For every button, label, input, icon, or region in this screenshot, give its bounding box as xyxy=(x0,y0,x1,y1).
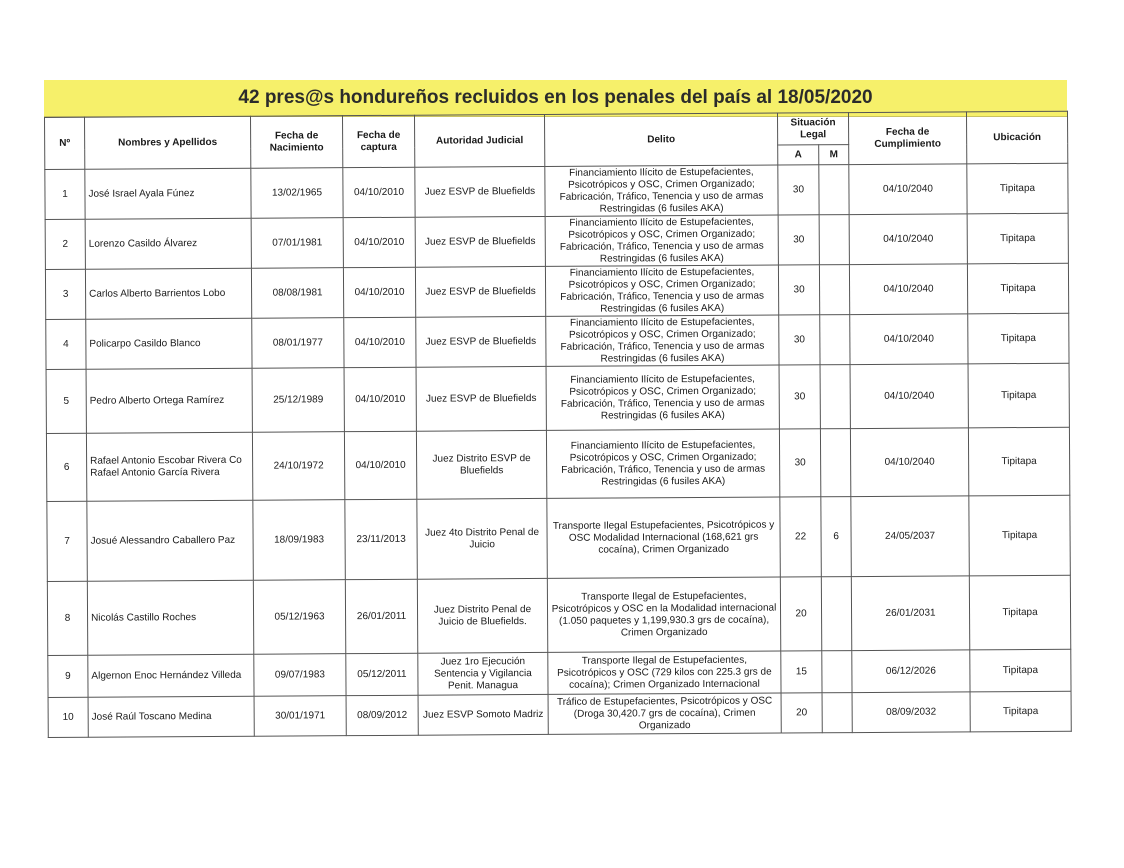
cell-a: 22 xyxy=(780,497,821,577)
cell-nacimiento: 13/02/1965 xyxy=(251,168,343,219)
cell-ubicacion: Tipitapa xyxy=(969,495,1070,576)
cell-nombre: Algernon Enoc Hernández Villeda xyxy=(88,654,254,697)
cell-delito: Financiamiento Ilícito de Estupefacientes, Psicotrópicos y OSC, Crimen Organizado; Fabricación, Tráfico, Tenencia y uso de armas Restringidas (6 fusiles AKA) xyxy=(546,365,779,430)
table-row xyxy=(48,649,1071,697)
cell-autoridad: Juez 4to Distrito Penal de Juicio xyxy=(417,498,547,579)
cell-delito: Financiamiento Ilícito de Estupefacientes, Psicotrópicos y OSC, Crimen Organizado; Fabricación, Tráfico, Tenencia y uso de armas Restringidas (6 fusiles AKA) xyxy=(545,215,778,266)
cell-captura: 05/12/2011 xyxy=(346,653,418,695)
cell-cumplimiento: 04/10/2040 xyxy=(850,428,968,497)
cell-a: 30 xyxy=(778,265,819,315)
cell-autoridad: Juez 1ro Ejecución Sentencia y Vigilancia Penit. Managua xyxy=(418,652,548,695)
cell-autoridad: Juez Distrito Penal de Juicio de Bluefields. xyxy=(417,578,547,653)
cell-cumplimiento: 04/10/2040 xyxy=(850,314,968,365)
cell-nombre: José Israel Ayala Fúnez xyxy=(85,168,251,219)
cell-no: 4 xyxy=(46,319,86,369)
cell-a: 15 xyxy=(781,651,822,693)
cell-cumplimiento: 06/12/2026 xyxy=(852,650,970,693)
header-no: Nº xyxy=(45,117,85,169)
cell-ubicacion: Tipitapa xyxy=(967,163,1068,214)
page-title: 42 pres@s hondureños recluidos en los penales del país al 18/05/2020 xyxy=(238,87,873,108)
cell-a: 30 xyxy=(779,429,820,497)
cell-autoridad: Juez ESVP de Bluefields xyxy=(416,366,546,431)
table-row xyxy=(46,313,1069,369)
table-row xyxy=(45,213,1068,269)
table-row xyxy=(46,363,1069,433)
cell-autoridad: Juez ESVP Somoto Madriz xyxy=(418,694,548,735)
cell-a: 20 xyxy=(781,693,822,733)
header-situacion: Situación Legal xyxy=(777,113,848,145)
table-row xyxy=(47,575,1070,655)
header-fecha-captura: Fecha de captura xyxy=(342,115,414,167)
cell-nacimiento: 09/07/1983 xyxy=(254,654,346,697)
cell-cumplimiento: 24/05/2037 xyxy=(851,496,969,577)
cell-m xyxy=(822,693,852,733)
cell-m xyxy=(819,265,849,315)
cell-captura: 04/10/2010 xyxy=(344,367,416,431)
cell-nombre: Pedro Alberto Ortega Ramírez xyxy=(86,368,252,433)
cell-no: 3 xyxy=(45,269,85,319)
cell-autoridad: Juez ESVP de Bluefields xyxy=(415,166,545,217)
cell-ubicacion: Tipitapa xyxy=(970,649,1071,692)
cell-autoridad: Juez ESVP de Bluefields xyxy=(415,266,545,317)
cell-nacimiento: 30/01/1971 xyxy=(254,696,346,737)
cell-captura: 08/09/2012 xyxy=(346,695,418,735)
cell-cumplimiento: 04/10/2040 xyxy=(850,364,968,429)
cell-no: 2 xyxy=(45,219,85,269)
cell-ubicacion: Tipitapa xyxy=(968,427,1069,496)
cell-a: 20 xyxy=(780,577,821,651)
cell-no: 1 xyxy=(45,169,85,219)
cell-ubicacion: Tipitapa xyxy=(968,313,1069,364)
table-row xyxy=(45,163,1068,219)
cell-delito: Transporte Ilegal de Estupefacientes, Psicotrópicos y OSC (729 kilos con 225.3 grs de cocaína); Crimen Organizado Internacional xyxy=(548,651,781,694)
cell-ubicacion: Tipitapa xyxy=(967,213,1068,264)
cell-m xyxy=(819,165,849,215)
cell-no: 9 xyxy=(48,655,88,697)
header-m: M xyxy=(819,145,849,165)
cell-nombre: Carlos Alberto Barrientos Lobo xyxy=(85,268,251,319)
cell-m xyxy=(820,315,850,365)
cell-a: 30 xyxy=(779,365,820,429)
cell-no: 10 xyxy=(48,697,88,737)
cell-captura: 04/10/2010 xyxy=(343,217,415,267)
cell-delito: Financiamiento Ilícito de Estupefacientes, Psicotrópicos y OSC, Crimen Organizado; Fabricación, Tráfico, Tenencia y uso de armas Restringidas (6 fusiles AKA) xyxy=(546,429,779,498)
cell-nacimiento: 08/08/1981 xyxy=(251,268,343,319)
cell-m: 6 xyxy=(821,497,851,577)
cell-m xyxy=(821,577,851,651)
cell-delito: Transporte Ilegal Estupefacientes, Psicotrópicos y OSC Modalidad Internacional (168,621 grs cocaína), Crimen Organizado xyxy=(547,497,780,578)
cell-m xyxy=(820,429,850,497)
cell-nacimiento: 24/10/1972 xyxy=(252,432,344,501)
cell-nombre: Lorenzo Casildo Álvarez xyxy=(85,218,251,269)
cell-delito: Financiamiento Ilícito de Estupefacientes, Psicotrópicos y OSC, Crimen Organizado; Fabricación, Tráfico, Tenencia y uso de armas Restringidas (6 fusiles AKA) xyxy=(545,265,778,316)
cell-no: 5 xyxy=(46,369,86,433)
cell-delito: Financiamiento Ilícito de Estupefacientes, Psicotrópicos y OSC, Crimen Organizado; Fabricación, Tráfico, Tenencia y uso de armas Restringidas (6 fusiles AKA) xyxy=(545,165,778,216)
cell-cumplimiento: 08/09/2032 xyxy=(852,692,970,733)
table-row xyxy=(45,263,1068,319)
table-row xyxy=(48,691,1071,737)
cell-nacimiento: 05/12/1963 xyxy=(253,580,345,655)
cell-cumplimiento: 26/01/2031 xyxy=(851,576,969,651)
cell-ubicacion: Tipitapa xyxy=(967,263,1068,314)
cell-captura: 04/10/2010 xyxy=(343,267,415,317)
cell-ubicacion: Tipitapa xyxy=(970,691,1071,732)
cell-autoridad: Juez ESVP de Bluefields xyxy=(415,216,545,267)
cell-nombre: José Raúl Toscano Medina xyxy=(88,696,254,737)
header-row xyxy=(45,111,1068,149)
table-row xyxy=(47,495,1070,581)
cell-no: 6 xyxy=(46,433,86,501)
cell-nombre: Rafael Antonio Escobar Rivera Co Rafael Antonio García Rivera xyxy=(86,432,252,501)
header-ubicacion: Ubicación xyxy=(966,111,1067,164)
cell-captura: 04/10/2010 xyxy=(343,167,415,217)
cell-autoridad: Juez ESVP de Bluefields xyxy=(416,316,546,367)
cell-cumplimiento: 04/10/2040 xyxy=(849,264,967,315)
cell-no: 8 xyxy=(47,581,87,655)
cell-nacimiento: 07/01/1981 xyxy=(251,218,343,269)
cell-captura: 04/10/2010 xyxy=(344,317,416,367)
cell-delito: Financiamiento Ilícito de Estupefacientes, Psicotrópicos y OSC, Crimen Organizado; Fabricación, Tráfico, Tenencia y uso de armas Restringidas (6 fusiles AKA) xyxy=(546,315,779,366)
table-row xyxy=(46,427,1069,501)
cell-autoridad: Juez Distrito ESVP de Bluefields xyxy=(416,430,546,499)
header-fecha-nacimiento: Fecha de Nacimiento xyxy=(250,116,342,169)
cell-nacimiento: 18/09/1983 xyxy=(253,500,345,581)
cell-m xyxy=(819,215,849,265)
cell-cumplimiento: 04/10/2040 xyxy=(849,214,967,265)
cell-a: 30 xyxy=(778,165,819,215)
cell-nacimiento: 08/01/1977 xyxy=(252,318,344,369)
header-autoridad: Autoridad Judicial xyxy=(414,114,544,167)
cell-m xyxy=(820,365,850,429)
cell-a: 30 xyxy=(779,315,820,365)
cell-ubicacion: Tipitapa xyxy=(968,363,1069,428)
header-nombres: Nombres y Apellidos xyxy=(85,116,251,169)
cell-captura: 26/01/2011 xyxy=(345,579,417,653)
header-a: A xyxy=(778,145,819,165)
cell-ubicacion: Tipitapa xyxy=(969,575,1070,650)
cell-cumplimiento: 04/10/2040 xyxy=(849,164,967,215)
prisoners-table xyxy=(44,111,1072,738)
cell-nacimiento: 25/12/1989 xyxy=(252,368,344,433)
cell-m xyxy=(822,651,852,693)
cell-nombre: Policarpo Casildo Blanco xyxy=(86,318,252,369)
cell-no: 7 xyxy=(47,501,87,581)
cell-delito: Transporte Ilegal de Estupefacientes, Psicotrópicos y OSC en la Modalidad internacional (1.050 paquetes y 1,199,930.3 grs de cocaína), Crimen Organizado xyxy=(547,577,780,652)
cell-a: 30 xyxy=(778,215,819,265)
cell-captura: 23/11/2013 xyxy=(345,499,417,579)
cell-nombre: Josué Alessandro Caballero Paz xyxy=(87,500,253,581)
cell-nombre: Nicolás Castillo Roches xyxy=(87,580,253,655)
cell-captura: 04/10/2010 xyxy=(344,431,416,499)
cell-delito: Tráfico de Estupefacientes, Psicotrópicos y OSC (Droga 30,420.7 grs de cocaína), Crimen Organizado xyxy=(548,693,781,734)
header-cumplimiento: Fecha de Cumplimiento xyxy=(848,112,966,165)
header-delito: Delito xyxy=(544,113,777,166)
